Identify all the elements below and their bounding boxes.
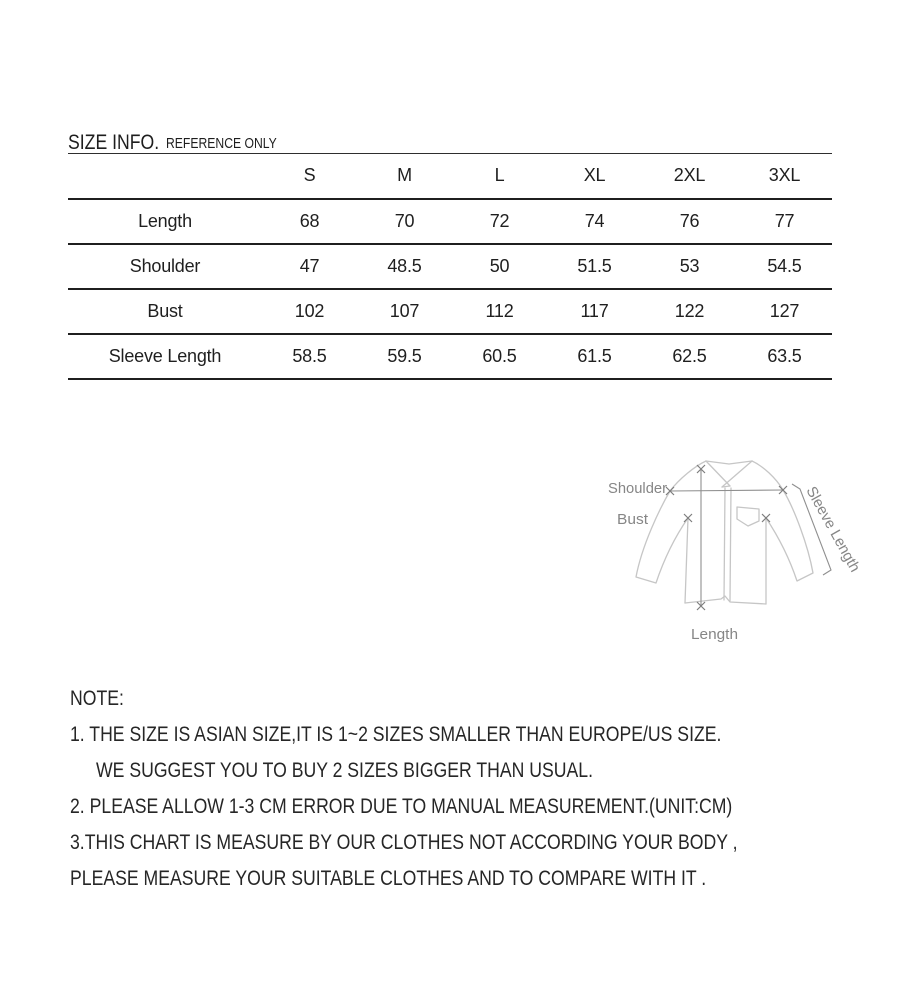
size-cell: 68 xyxy=(299,210,320,231)
column-header-2xl: 2XL xyxy=(673,165,706,186)
note-line-3-continued-text: PLEASE MEASURE YOUR SUITABLE CLOTHES AND TO COMPARE WITH IT . xyxy=(70,867,707,890)
note-line-1-continued-text: WE SUGGEST YOU TO BUY 2 SIZES BIGGER THAN USUAL. xyxy=(96,759,594,782)
diagram-label-length: Length xyxy=(691,626,738,643)
size-cell: 122 xyxy=(674,300,705,321)
size-cell: 74 xyxy=(584,210,605,231)
column-header-s: S xyxy=(303,165,316,186)
body-left-edge xyxy=(685,518,688,603)
column-header-m: M xyxy=(397,165,412,186)
size-cell: 112 xyxy=(485,300,514,321)
pocket-icon xyxy=(737,507,759,526)
collar-top xyxy=(706,461,752,464)
size-cell: 76 xyxy=(679,210,700,231)
size-cell: 59.5 xyxy=(387,345,422,366)
size-cell: 62.5 xyxy=(672,345,707,366)
shirt-measurement-diagram xyxy=(580,440,880,660)
size-cell: 48.5 xyxy=(387,255,422,276)
size-cell: 72 xyxy=(489,210,510,231)
diagram-label-sleeve-length: Sleeve Length xyxy=(802,483,864,576)
diagram-label-shoulder: Shoulder xyxy=(608,480,668,497)
measurement-lines xyxy=(666,465,831,610)
column-header-3xl: 3XL xyxy=(768,165,801,186)
size-cell: 102 xyxy=(294,300,325,321)
size-table xyxy=(68,153,832,380)
row-label-length: Length xyxy=(138,210,192,231)
page-title: SIZE INFO. xyxy=(68,131,160,154)
diagram-label-bust: Bust xyxy=(617,511,649,528)
size-cell: 127 xyxy=(769,300,800,321)
row-label-shoulder: Shoulder xyxy=(129,255,201,276)
size-cell: 50 xyxy=(489,255,510,276)
corner-cell xyxy=(68,154,262,199)
size-cell: 58.5 xyxy=(292,345,327,366)
note-line-3 xyxy=(70,825,865,861)
placket-lines xyxy=(724,488,731,601)
size-cell: 51.5 xyxy=(577,255,612,276)
note-line-2-text: 2. PLEASE ALLOW 1-3 CM ERROR DUE TO MANUAL MEASUREMENT.(UNIT:CM) xyxy=(70,795,733,818)
size-cell: 47 xyxy=(299,255,320,276)
row-label-bust: Bust xyxy=(147,300,183,321)
table-row-length xyxy=(68,199,832,244)
left-sleeve xyxy=(636,491,688,583)
shoulder-measure-line xyxy=(670,490,783,491)
table-row-bust xyxy=(68,289,832,334)
note-line-1-continued xyxy=(70,753,865,789)
collar-right-flap xyxy=(722,461,752,487)
size-cell: 54.5 xyxy=(767,255,802,276)
notes-heading xyxy=(70,681,865,717)
size-table-header-row xyxy=(68,154,832,199)
note-line-1-text: 1. THE SIZE IS ASIAN SIZE,IT IS 1~2 SIZES SMALLER THAN EUROPE/US SIZE. xyxy=(70,723,722,746)
note-line-3-continued xyxy=(70,861,865,897)
size-cell: 77 xyxy=(774,210,795,231)
size-cell: 61.5 xyxy=(577,345,612,366)
notes-section xyxy=(70,681,865,897)
collar-left-flap xyxy=(706,461,730,486)
size-cell: 117 xyxy=(580,300,609,321)
table-row-shoulder xyxy=(68,244,832,289)
page-title-suffix: REFERENCE ONLY xyxy=(166,136,277,152)
size-cell: 63.5 xyxy=(767,345,802,366)
row-label-sleeve-length: Sleeve Length xyxy=(108,345,222,366)
column-header-xl: XL xyxy=(583,165,606,186)
note-line-1 xyxy=(70,717,865,753)
size-cell: 70 xyxy=(394,210,415,231)
note-line-3-text: 3.THIS CHART IS MEASURE BY OUR CLOTHES NOT ACCORDING YOUR BODY , xyxy=(70,831,738,854)
size-cell: 53 xyxy=(679,255,700,276)
size-cell: 107 xyxy=(389,300,420,321)
right-shoulder-seam xyxy=(752,461,783,490)
column-header-l: L xyxy=(494,165,505,186)
note-line-2 xyxy=(70,789,865,825)
notes-heading-text: NOTE: xyxy=(70,687,124,710)
size-cell: 60.5 xyxy=(482,345,517,366)
table-row-sleeve-length xyxy=(68,334,832,379)
